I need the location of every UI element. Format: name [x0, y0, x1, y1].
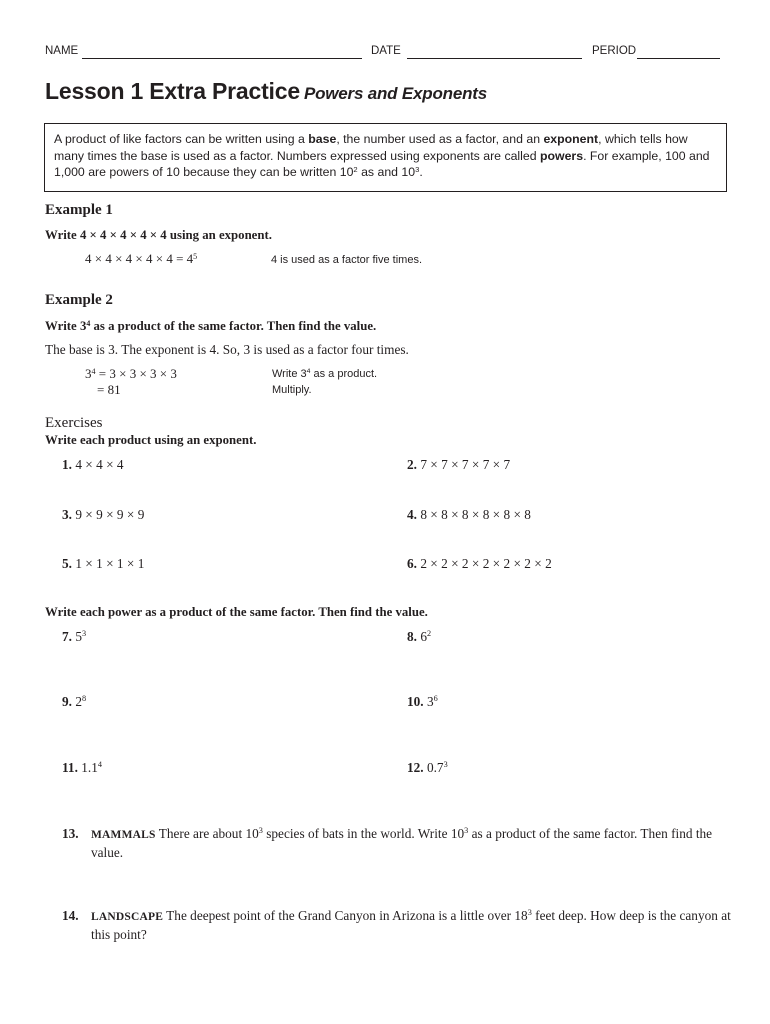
question-13-number	[62, 825, 79, 842]
exercise-item	[62, 694, 86, 710]
question-14-number	[62, 907, 79, 924]
exercise-number: 9.	[62, 694, 72, 709]
question-text: Write 3	[45, 319, 87, 333]
intro-text: . For example, 100 and 1,000 are powers of 10 because they can be written 10	[54, 148, 710, 179]
question-text: as a product of the same factor. Then find the value.	[91, 826, 713, 860]
superscript: 3	[527, 908, 532, 918]
example1-heading: Example 1	[45, 202, 113, 218]
exercise-item	[62, 507, 144, 523]
power-base: 2	[75, 694, 82, 709]
example2-work-line2: = 81	[97, 382, 121, 397]
name-field-line[interactable]	[82, 58, 362, 59]
exercise-item	[62, 457, 124, 473]
intro-box	[44, 123, 727, 192]
exercise-number: 5.	[62, 556, 72, 571]
exercise-number: 10.	[407, 694, 424, 709]
question-keyword: MAMMALS	[91, 829, 156, 841]
exercise-item	[62, 629, 86, 645]
question-text: There are about 10	[155, 826, 259, 841]
intro-text: A product of like factors can be written using a	[54, 132, 309, 146]
exercise-text: 9 × 9 × 9 × 9	[75, 507, 145, 522]
superscript: 3	[415, 164, 420, 174]
question-13	[91, 825, 731, 861]
math-expression: 3	[85, 366, 92, 381]
example1-note: 4 is used as a factor five times.	[271, 254, 423, 266]
exercise-number: 7.	[62, 629, 72, 644]
title-subtitle: Powers and Exponents	[303, 84, 487, 103]
example2-heading: Example 2	[45, 292, 113, 308]
example2-question	[45, 319, 376, 334]
power-base: 3	[426, 694, 434, 709]
exercise-item	[62, 760, 102, 776]
power-exponent: 2	[426, 629, 432, 639]
exercise-text: 1 × 1 × 1 × 1	[75, 556, 145, 571]
exercise-text: 7 × 7 × 7 × 7 × 7	[420, 457, 511, 472]
exercise-item	[62, 556, 144, 572]
superscript: 3	[258, 826, 263, 836]
exercise-number: 3.	[62, 507, 72, 522]
exercise-item	[407, 694, 438, 710]
exercises-instructions-1: Write each product using an exponent.	[45, 433, 257, 447]
question-text: species of bats in the world. Write 10	[262, 826, 465, 841]
exercise-number: 11.	[62, 760, 78, 775]
exercise-number: 14.	[62, 908, 79, 923]
superscript: 4	[91, 366, 96, 376]
superscript: 5	[193, 251, 198, 261]
exercise-text: 4 × 4 × 4	[75, 457, 124, 472]
superscript: 3	[464, 826, 469, 836]
exercise-item	[407, 760, 448, 776]
exercise-number: 8.	[407, 629, 417, 644]
example1-question: Write 4 × 4 × 4 × 4 × 4 using an exponent.	[45, 228, 272, 242]
power-exponent: 4	[97, 760, 102, 770]
exercise-item	[407, 629, 431, 645]
exercise-number: 13.	[62, 826, 79, 841]
power-base: 0.7	[426, 760, 444, 775]
power-exponent: 8	[81, 694, 87, 704]
example1-work	[85, 251, 197, 267]
example2-note2: Multiply.	[272, 384, 312, 396]
superscript: 2	[353, 164, 358, 174]
name-label: NAME	[45, 45, 79, 57]
intro-text: as and 10	[357, 165, 416, 179]
question-text: feet deep. How deep is the canyon at this point?	[91, 908, 731, 942]
power-exponent: 3	[81, 629, 87, 639]
period-label: PERIOD	[592, 45, 637, 57]
exercise-text: 2 × 2 × 2 × 2 × 2 × 2 × 2	[420, 556, 552, 571]
exercises-heading: Exercises	[45, 415, 103, 431]
date-field-line[interactable]	[407, 58, 582, 59]
example2-note1	[272, 368, 377, 380]
example2-work-line1	[85, 366, 177, 382]
power-exponent: 6	[433, 694, 438, 704]
exercise-item	[407, 457, 510, 473]
superscript: 4	[86, 318, 91, 328]
intro-text: .	[419, 165, 423, 179]
exercise-number: 1.	[62, 457, 72, 472]
period-field-line[interactable]	[637, 58, 720, 59]
question-keyword: LANDSCAPE	[91, 911, 164, 923]
exercise-number: 6.	[407, 556, 417, 571]
page-title	[45, 78, 487, 105]
intro-text: , the number used as a factor, and an	[336, 132, 544, 146]
example2-explanation: The base is 3. The exponent is 4. So, 3 is used as a factor four times.	[45, 342, 409, 357]
term-powers: powers	[540, 148, 584, 163]
question-text: The deepest point of the Grand Canyon in Arizona is a little over 18	[163, 908, 528, 923]
exercise-item	[407, 507, 531, 523]
math-expression: = 3 × 3 × 3 × 3	[95, 366, 177, 381]
exercise-item	[407, 556, 552, 572]
exercise-number: 4.	[407, 507, 417, 522]
term-base: base	[308, 132, 337, 146]
exercise-text: 8 × 8 × 8 × 8 × 8 × 8	[420, 507, 531, 522]
power-base: 5	[75, 629, 82, 644]
question-text: as a product of the same factor. Then find the value.	[90, 319, 377, 333]
math-expression: 4 × 4 × 4 × 4 × 4 = 4	[85, 251, 194, 266]
exercise-number: 2.	[407, 457, 417, 472]
power-exponent: 3	[443, 760, 448, 770]
power-base: 6	[420, 629, 427, 644]
term-exponent: exponent	[543, 132, 599, 146]
date-label: DATE	[371, 45, 401, 57]
exercise-number: 12.	[407, 760, 424, 775]
exercises-instructions-2: Write each power as a product of the same factor. Then find the value.	[45, 605, 428, 619]
title-main: Lesson 1 Extra Practice	[45, 78, 300, 104]
power-base: 1.1	[81, 760, 98, 775]
note-text: as a product.	[310, 368, 378, 380]
intro-text: , which tells how many times the base is used as a factor. Numbers expressed using exponents are called	[54, 132, 688, 163]
superscript: 4	[306, 368, 311, 376]
note-text: Write 3	[272, 368, 307, 380]
question-14	[91, 907, 731, 943]
